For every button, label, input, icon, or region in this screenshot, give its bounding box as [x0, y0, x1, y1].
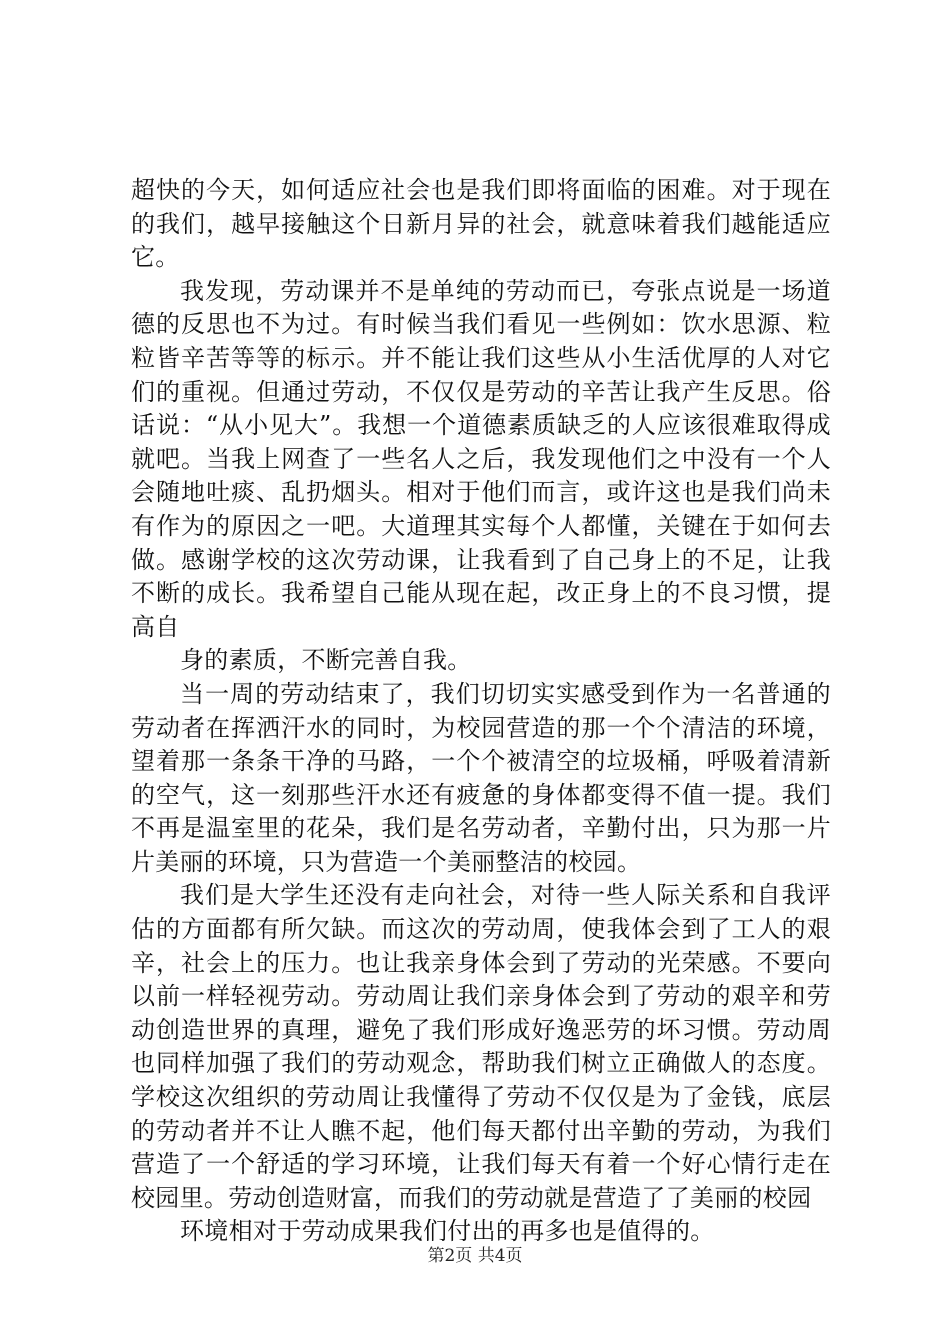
- paragraph-college-students: 我们是大学生还没有走向社会，对待一些人际关系和自我评估的方面都有所欠缺。而这次的劳动周，使我体会到了工人的艰辛，社会上的压力。也让我亲身体会到了劳动的光荣感。不要向以前一样轻视劳动。劳动周让我们亲身体会到了劳动的艰辛和劳动创造世界的真理，避免了我们形成好逸恶劳的坏习惯。劳动周也同样加强了我们的劳动观念，帮助我们树立正确做人的态度。学校这次组织的劳动周让我懂得了劳动不仅仅是为了金钱，底层的劳动者并不让人瞧不起，他们每天都付出辛勤的劳动，为我们营造了一个舒适的学习环境，让我们每天有着一个好心情行走在校园里。劳动创造财富，而我们的劳动就是营造了了美丽的校园: [131, 881, 831, 1212]
- paragraph-reflection: 我发现，劳动课并不是单纯的劳动而已，夸张点说是一场道德的反思也不为过。有时候当我们看见一些例如：饮水思源、粒粒皆辛苦等等的标示。并不能让我们这些从小生活优厚的人对它们的重视。但通过劳动，不仅仅是劳动的辛苦让我产生反思。俗话说：“从小见大”。我想一个道德素质缺乏的人应该很难取得成就吧。当我上网查了一些名人之后，我发现他们之中没有一个人会随地吐痰、乱扔烟头。相对于他们而言，或许这也是我们尚未有作为的原因之一吧。大道理其实每个人都懂，关键在于如何去做。感谢学校的这次劳动课，让我看到了自己身上的不足，让我不断的成长。我希望自己能从现在起，改正身上的不良习惯，提高自: [131, 276, 831, 641]
- paragraph-labor-week-end: 当一周的劳动结束了，我们切切实实感受到作为一名普通的劳动者在挥洒汗水的同时，为校园营造的那一个个清洁的环境，望着那一条条干净的马路，一个个被清空的垃圾桶，呼吸着清新的空气，这一刻那些汗水还有疲惫的身体都变得不值一提。我们不再是温室里的花朵，我们是名劳动者，辛勤付出，只为那一片片美丽的环境，只为营造一个美丽整洁的校园。: [131, 679, 831, 876]
- paragraph-conclusion: 环境相对于劳动成果我们付出的再多也是值得的。: [180, 1217, 715, 1246]
- paragraph-fragment: 身的素质，不断完善自我。: [180, 646, 472, 675]
- paragraph-continuation: 超快的今天，如何适应社会也是我们即将面临的困难。对于现在的我们，越早接触这个日新月异的社会，就意味着我们越能适应它。: [131, 176, 831, 272]
- page-number-footer: 第2页 共4页: [427, 1246, 523, 1266]
- document-body: [131, 174, 831, 1249]
